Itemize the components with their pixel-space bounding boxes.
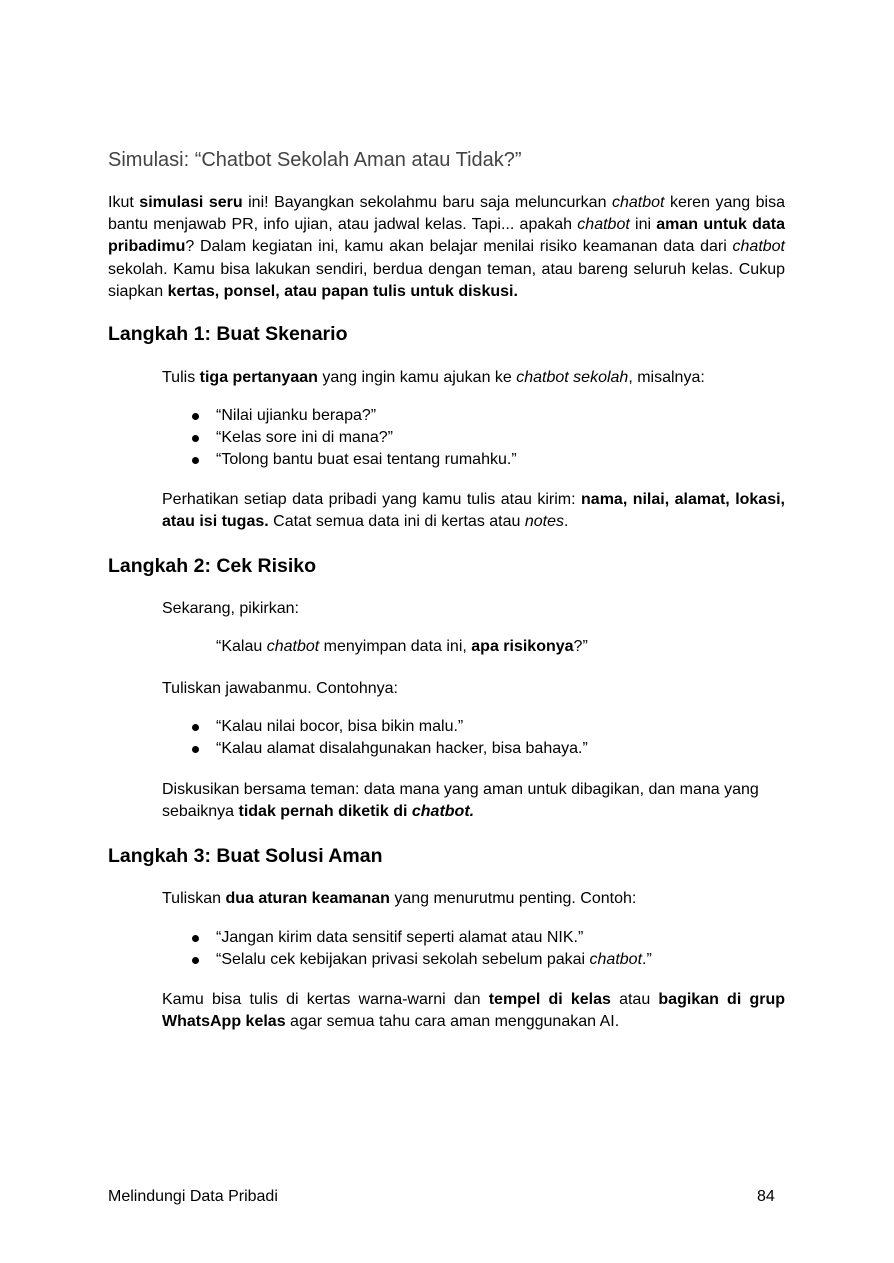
intro-text: sekolah. Kamu bisa lakukan sendiri, berdua dengan teman, atau bareng seluruh kelas. Cukup siapkan (108, 260, 785, 300)
intro-text: ini! Bayangkan sekolahmu baru saja meluncurkan (242, 194, 612, 211)
bold-run: tidak pernah diketik di (238, 803, 412, 821)
text-run: Perhatikan setiap data pribadi yang kamu tulis atau kirim: (162, 491, 582, 508)
intro-bold: kertas, ponsel, atau papan tulis untuk diskusi. (167, 282, 518, 300)
bold-italic-run: chatbot. (411, 803, 475, 821)
step1-instruction (162, 367, 785, 389)
step2-quote (216, 638, 588, 656)
list-item (186, 427, 517, 449)
intro-text: ini (629, 216, 657, 234)
text-run: yang menurutmu penting. Contoh: (389, 890, 637, 907)
list-item (186, 405, 517, 427)
list-item-text: “Tolong bantu buat esai tentang rumahku.” (216, 451, 517, 469)
step3-instruction (162, 888, 785, 910)
list-item (186, 449, 517, 471)
bullet-icon (192, 746, 199, 753)
list-item (186, 738, 588, 760)
step3-bullet-list (186, 927, 652, 971)
text-run: , misalnya: (628, 369, 705, 386)
step1-bullet-list (186, 405, 517, 472)
step3-heading: Langkah 3: Buat Solusi Aman (108, 845, 383, 867)
bullet-icon (192, 413, 199, 420)
intro-italic: chatbot (577, 216, 630, 234)
list-item-text: “Jangan kirim data sensitif seperti alamat atau NIK.” (216, 929, 584, 946)
list-item-text: “Kelas sore ini di mana?” (216, 429, 393, 447)
text-run: menyimpan data ini, (319, 638, 472, 655)
list-item (186, 949, 652, 971)
intro-text: Ikut (108, 194, 140, 211)
bold-run: apa risikonya (471, 638, 574, 655)
step1-note (162, 489, 785, 533)
bold-run: dua aturan keamanan (225, 890, 390, 907)
list-item-text: “Nilai ujianku berapa?” (216, 407, 377, 424)
italic-run: chatbot (266, 638, 320, 655)
text-run: . (563, 513, 569, 531)
page-title: Simulasi: “Chatbot Sekolah Aman atau Tidak?” (108, 149, 522, 171)
step3-closing (162, 989, 785, 1033)
text-run: Catat semua data ini di kertas atau (268, 513, 525, 531)
text-run: agar semua tahu cara aman menggunakan AI. (285, 1013, 620, 1031)
list-item (186, 927, 652, 949)
bullet-icon (192, 724, 199, 731)
list-item-text: .” (642, 951, 652, 969)
text-run: Tulis (162, 369, 200, 386)
text-run: Tuliskan (162, 890, 226, 907)
text-run: Kamu bisa tulis di kertas warna-warni dan (162, 991, 489, 1008)
intro-text: ? Dalam kegiatan ini, kamu akan belajar menilai risiko keamanan data dari (185, 238, 733, 256)
bold-run: tempel di kelas (488, 991, 611, 1008)
bullet-icon (192, 457, 199, 464)
step2-example-intro: Tuliskan jawabanmu. Contohnya: (162, 680, 398, 697)
intro-italic: chatbot (732, 238, 785, 256)
intro-bold: aman untuk data pribadimu (108, 216, 786, 256)
list-item-text: “Selalu cek kebijakan privasi sekolah sebelum pakai (216, 951, 590, 969)
list-item-text: “Kalau alamat disalahgunakan hacker, bisa bahaya.” (216, 740, 588, 758)
intro-text: keren yang bisa bantu menjawab PR, info ujian, atau jadwal kelas. Tapi... apakah (108, 194, 786, 234)
italic-run: chatbot (589, 951, 643, 969)
text-run: atau (610, 991, 659, 1008)
intro-bold: simulasi seru (139, 194, 243, 211)
list-item-text: “Kalau nilai bocor, bisa bikin malu.” (216, 718, 464, 735)
text-run: “Kalau (216, 638, 267, 655)
italic-run: chatbot sekolah (516, 369, 629, 386)
italic-run: notes (524, 513, 564, 531)
text-run: ?” (573, 638, 588, 655)
step2-heading: Langkah 2: Cek Risiko (108, 555, 317, 577)
list-item (186, 716, 588, 738)
step2-prompt: Sekarang, pikirkan: (162, 600, 299, 617)
step2-discussion (162, 779, 785, 823)
bullet-icon (192, 435, 199, 442)
bold-run: nama, nilai, alamat, lokasi, atau isi tugas. (162, 491, 785, 531)
text-run: Diskusikan bersama teman: data mana yang aman untuk dibagikan, dan mana yang sebaiknya (162, 781, 759, 821)
bold-run: bagikan di grup WhatsApp kelas (162, 991, 785, 1031)
bullet-icon (192, 935, 199, 942)
page-number: 84 (757, 1188, 775, 1205)
bullet-icon (192, 957, 199, 964)
step2-bullet-list (186, 716, 588, 760)
intro-paragraph (108, 192, 785, 303)
footer-book-title: Melindungi Data Pribadi (108, 1188, 278, 1205)
intro-italic: chatbot (611, 194, 665, 211)
text-run: yang ingin kamu ajukan ke (317, 369, 517, 386)
step1-heading: Langkah 1: Buat Skenario (108, 323, 348, 345)
bold-run: tiga pertanyaan (199, 369, 318, 386)
